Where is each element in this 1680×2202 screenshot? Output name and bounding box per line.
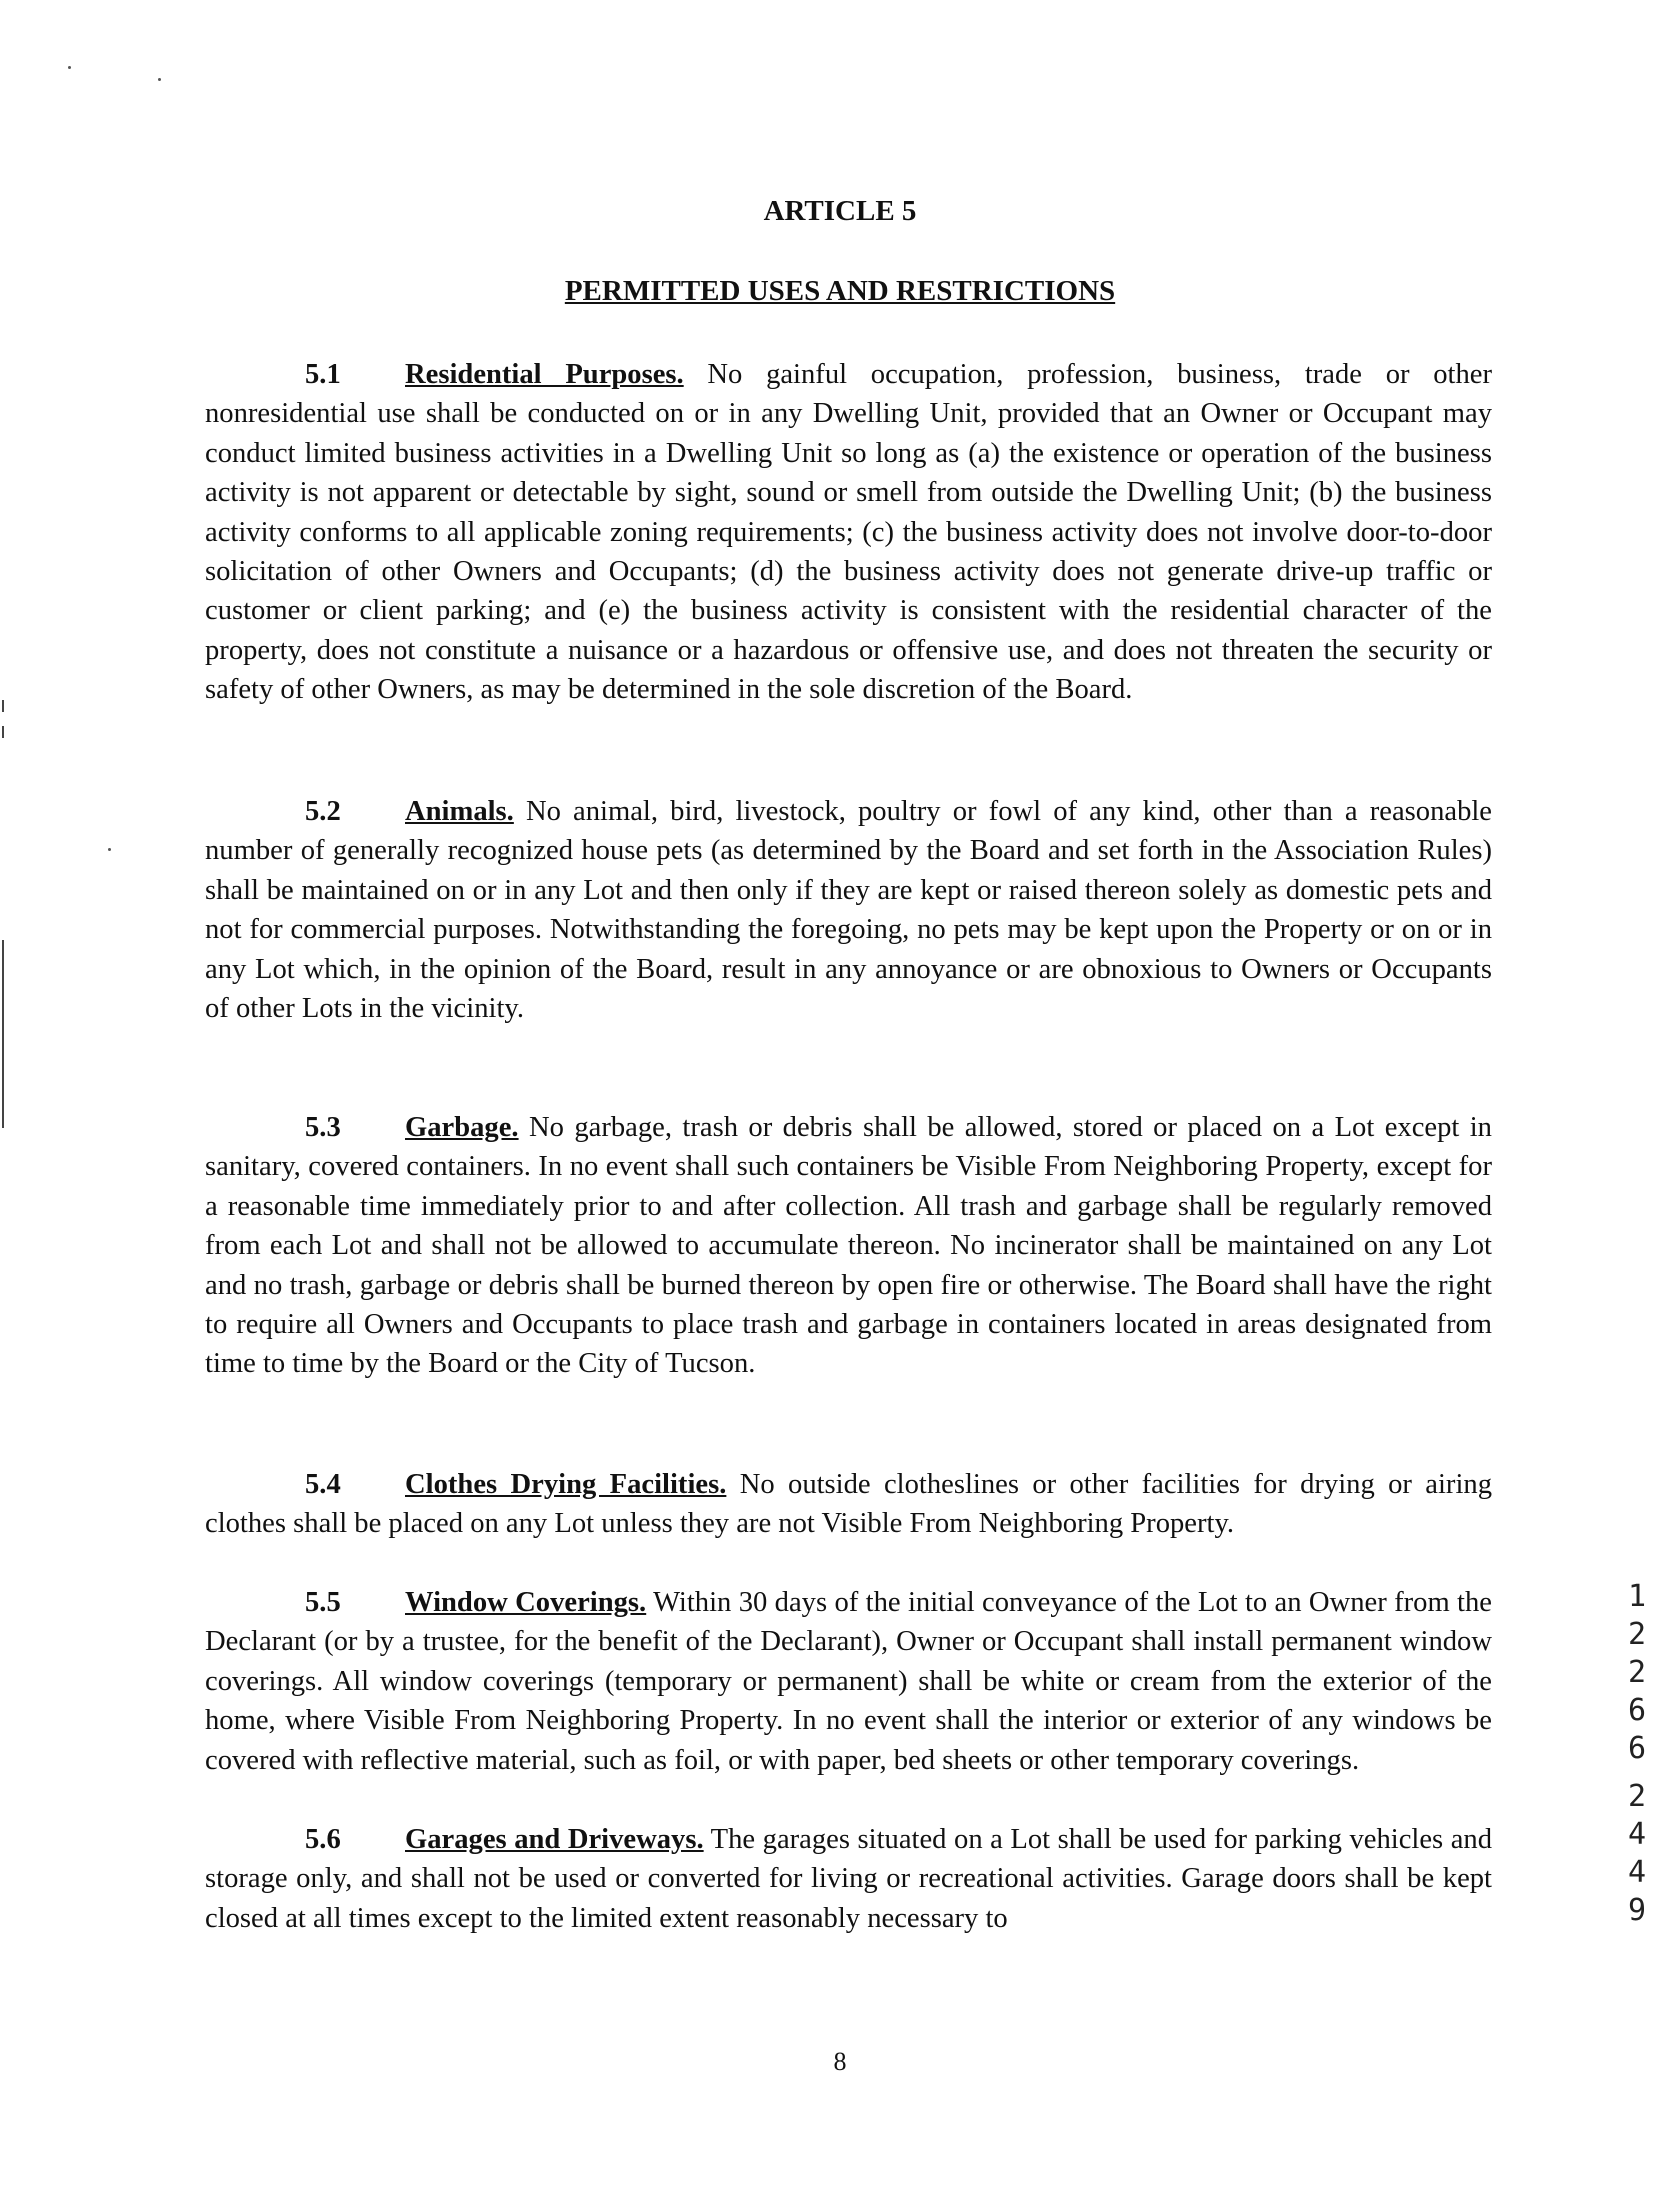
page-number: 8 (833, 2047, 847, 2076)
section-title: Residential Purposes. (405, 359, 684, 390)
section-number: 5.1 (305, 359, 341, 390)
section-number: 5.3 (305, 1112, 341, 1143)
stamp-digit: 6 (1627, 1731, 1647, 1766)
section-number: 5.2 (305, 796, 341, 827)
section-body: No outside clotheslines or other facilities for drying or airing clothes shall be placed on any Lot unless they are not Visible From Neighboring Property. (205, 1469, 1492, 1540)
section-body: Within 30 days of the initial conveyance of the Lot to an Owner from the Declarant (or by a trustee, for the benefit of the Declarant), Owner or Occupant shall install permanent window coverings. All window coverings (temporary or permanent) shall be white or cream from the exterior of the home, where Visible From Neighboring Property. In no event shall the interior or exterior of any windows be covered with reflective material, such as foil, or with paper, bed sheets or other temporary coverings. (205, 1587, 1492, 1776)
section-title: Clothes Drying Facilities. (405, 1469, 727, 1500)
stamp-digit: 9 (1627, 1893, 1647, 1928)
section-number: 5.5 (305, 1587, 341, 1618)
stamp-digit: 2 (1627, 1779, 1647, 1814)
stamp-digit: 4 (1627, 1817, 1647, 1852)
scan-speck (68, 66, 71, 69)
section-5-3 (205, 1108, 1492, 1384)
stamp-digit: 2 (1627, 1655, 1647, 1690)
section-title: Window Coverings. (405, 1587, 647, 1618)
section-title: Garages and Driveways. (405, 1824, 704, 1855)
margin-mark (2, 726, 4, 738)
margin-mark (2, 700, 4, 712)
section-5-2 (205, 792, 1492, 1028)
section-title: Animals. (405, 796, 514, 827)
section-heading: PERMITTED USES AND RESTRICTIONS (564, 275, 1116, 307)
section-5-6 (205, 1820, 1492, 1938)
section-5-5 (205, 1583, 1492, 1780)
section-number: 5.4 (305, 1469, 341, 1500)
section-body: No garbage, trash or debris shall be allowed, stored or placed on a Lot except in sanitary, covered containers. In no event shall such containers be Visible From Neighboring Property, except for a reasonable time immediately prior to and after collection. All trash and garbage shall be regularly removed from each Lot and shall not be allowed to accumulate thereon. No incinerator shall be maintained on any Lot and no trash, garbage or debris shall be burned thereon by open fire or otherwise. The Board shall have the right to require all Owners and Occupants to place trash and garbage in containers located in areas designated from time to time by the Board or the City of Tucson. (205, 1112, 1492, 1380)
section-title: Garbage. (405, 1112, 519, 1143)
recording-stamp-bottom (1622, 1778, 1652, 1930)
stamp-digit: 6 (1627, 1693, 1647, 1728)
section-body: No animal, bird, livestock, poultry or fowl of any kind, other than a reasonable number of generally recognized house pets (as determined by the Board and set forth in the Association Rules) shall be maintained on or in any Lot and then only if they are kept or raised thereon solely as domestic pets and not for commercial purposes. Notwithstanding the foregoing, no pets may be kept upon the Property or on or in any Lot which, in the opinion of the Board, result in any annoyance or are obnoxious to Owners or Occupants of other Lots in the vicinity. (205, 796, 1492, 1025)
section-number: 5.6 (305, 1824, 341, 1855)
stamp-digit: 2 (1627, 1617, 1647, 1652)
section-body: The garages situated on a Lot shall be used for parking vehicles and storage only, and shall not be used or converted for living or recreational activities. Garage doors shall be kept closed at all times except to the limited extent reasonably necessary to (205, 1824, 1492, 1934)
scan-speck (108, 848, 111, 851)
section-5-4 (205, 1465, 1492, 1544)
section-body: No gainful occupation, profession, business, trade or other nonresidential use shall be conducted on or in any Dwelling Unit, provided that an Owner or Occupant may conduct limited business activities in a Dwelling Unit so long as (a) the existence or operation of the business activity is not apparent or detectable by sight, sound or smell from outside the Dwelling Unit; (b) the business activity conforms to all applicable zoning requirements; (c) the business activity does not involve door-to-door solicitation of other Owners and Occupants; (d) the business activity does not generate drive-up traffic or customer or client parking; and (e) the business activity is consistent with the residential character of the property, does not constitute a nuisance or a hazardous or offensive use, and does not threaten the security or safety of other Owners, as may be determined in the sole discretion of the Board. (205, 359, 1492, 706)
margin-line (2, 940, 4, 1128)
recording-stamp-top (1622, 1578, 1652, 1768)
stamp-digit: 4 (1627, 1855, 1647, 1890)
article-title: ARTICLE 5 (763, 195, 917, 227)
stamp-digit: 1 (1627, 1579, 1647, 1614)
scan-speck (158, 78, 161, 81)
section-5-1 (205, 355, 1492, 710)
